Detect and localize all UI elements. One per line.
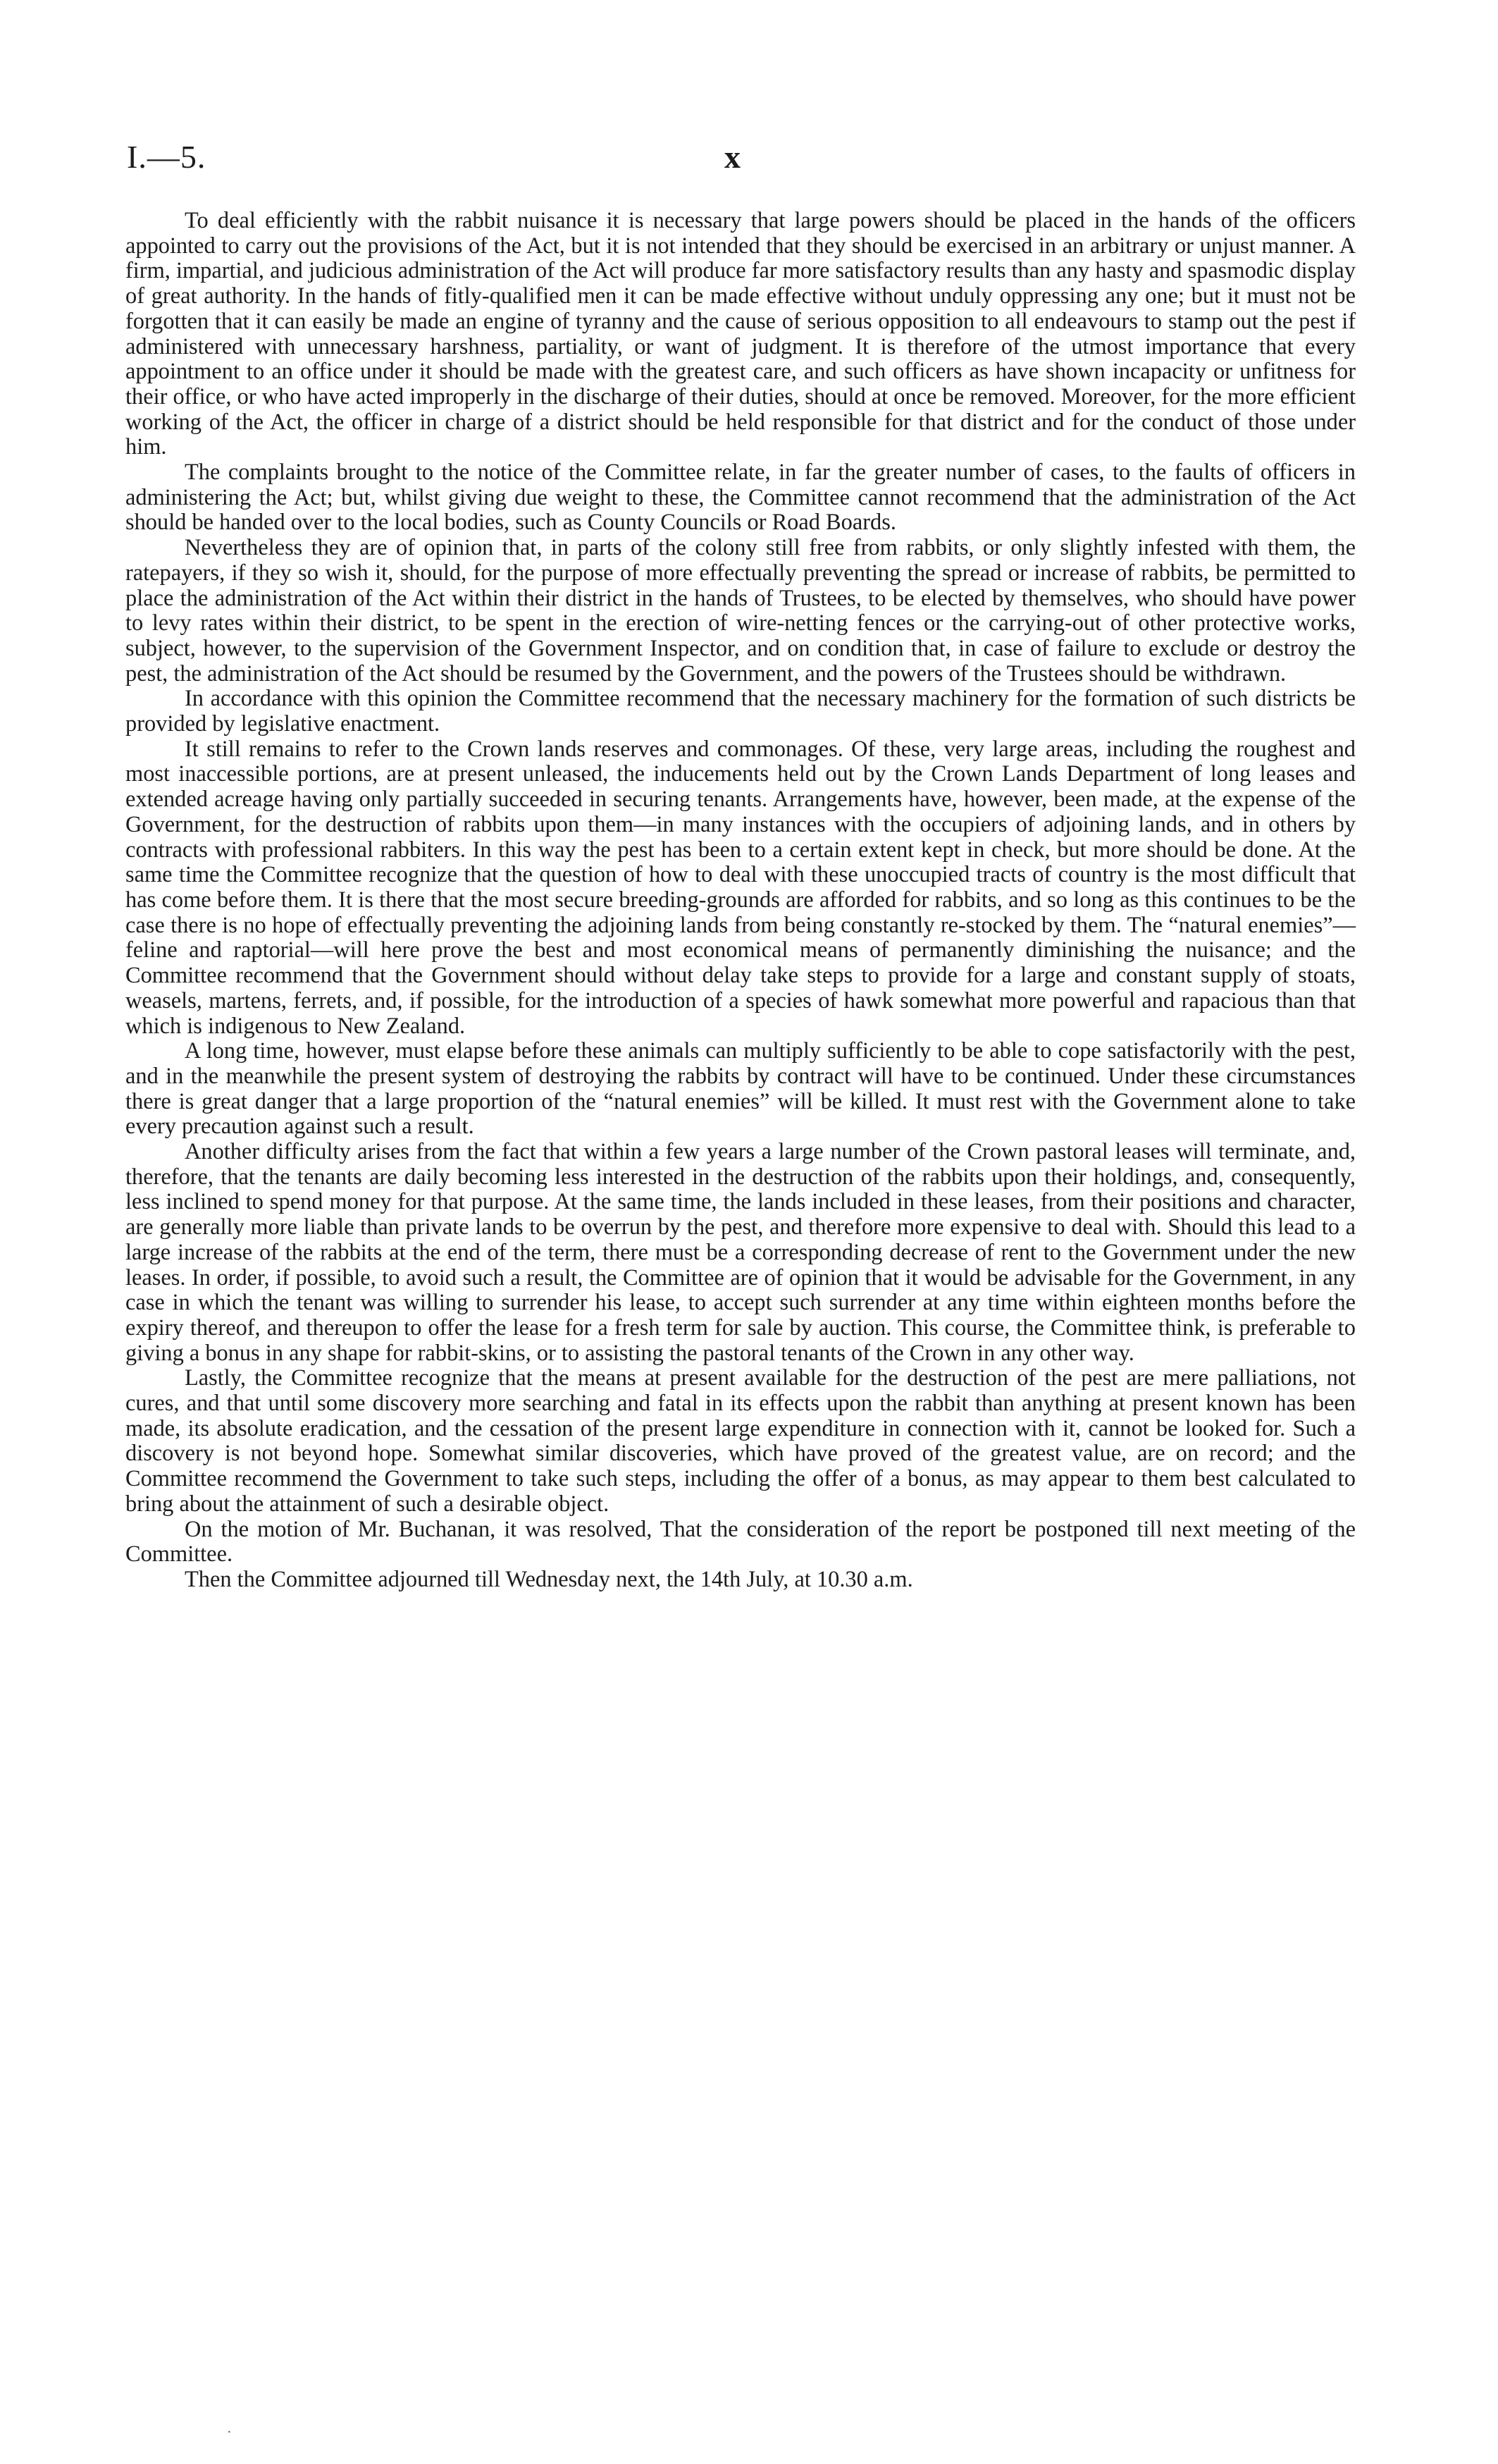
page-number: x [724,139,741,175]
paragraph-natural-enemies: A long time, however, must elapse before these animals can multiply sufficiently to be able to cope satisfactorily with the pest, and in the meanwhile the present system of destroying the rabbits by contract will have to be continued. Under these circumstances there is great danger that a large proportion of the “natural enemies” will be killed. It must rest with the Government alone to take every precaution against such a result. [125,1038,1356,1140]
paragraph-crown-lands: It still remains to refer to the Crown lands reserves and commonages. Of these, very large areas, including the roughest and most inaccessible portions, are at present unleased, the inducements held out by the Crown Lands Department of long leases and extended acreage having only partially succeeded in securing tenants. Arrangements have, however, been made, at the expense of the Government, for the destruction of rabbits upon them—in many instances with the occupiers of adjoining lands, and in others by contracts with professional rabbiters. In this way the pest has been to a certain extent kept in check, but more should be done. At the same time the Committee recognize that the question of how to deal with these unoccupied tracts of country is the most difficult that has come before them. It is there that the most secure breeding-grounds are afforded for rabbits, and so long as this continues to be the case there is no hope of effectually preventing the adjoining lands from being constantly re-stocked by them. The “natural enemies”—feline and raptorial—will here prove the best and most economical means of permanently diminishing the nuisance; and the Committee recommend that the Government should without delay take steps to provide for a large and constant supply of stoats, weasels, martens, ferrets, and, if possible, for the introduction of a species of hawk somewhat more powerful and rapacious than that which is indigenous to New Zealand. [125,736,1356,1039]
paragraph-complaints: The complaints brought to the notice of the Committee relate, in far the greater number of cases, to the faults of officers in administering the Act; but, whilst giving due weight to these, the Committee cannot recommend that the administration of the Act should be handed over to the local bodies, such as County Councils or Road Boards. [125,460,1356,536]
paragraph-pastoral-leases: Another difficulty arises from the fact that within a few years a large number of the Crown pastoral leases will terminate, and, therefore, that the tenants are daily becoming less interested in the destruction of the rabbits upon their holdings, and, consequently, less inclined to spend money for that purpose. At the same time, the lands included in these leases, from their positions and character, are generally more liable than private lands to be overrun by the pest, and therefore more expensive to deal with. Should this lead to a large increase of the rabbits at the end of the term, there must be a corresponding decrease of rent to the Government under the new leases. In order, if possible, to avoid such a result, the Committee are of opinion that it would be advisable for the Government, in any case in which the tenant was willing to surrender his lease, to accept such surrender at any time within eighteen months before the expiry thereof, and thereupon to offer the lease for a fresh term for sale by auction. This course, the Committee think, is preferable to giving a bonus in any shape for rabbit-skins, or to assisting the pastoral tenants of the Crown in any other way. [125,1139,1356,1366]
document-body [125,209,1356,1593]
paragraph-motion: On the motion of Mr. Buchanan, it was resolved, That the consideration of the report be postponed till next meeting of the Committee. [125,1516,1356,1567]
paragraph-trustees: Nevertheless they are of opinion that, in parts of the colony still free from rabbits, or only slightly infested with them, the ratepayers, if they so wish it, should, for the purpose of more effectually preventing the spread or increase of rabbits, be permitted to place the administration of the Act within their district in the hands of Trustees, to be elected by themselves, who should have power to levy rates within their district, to be spent in the erection of wire-netting fences or the carrying-out of other protective works, subject, however, to the supervision of the Government Inspector, and on condition that, in case of failure to exclude or destroy the pest, the administration of the Act should be resumed by the Government, and the powers of the Trustees should be withdrawn. [125,535,1356,686]
paragraph-legislation: In accordance with this opinion the Committee recommend that the necessary machinery for the formation of such districts be provided by legislative enactment. [125,686,1356,737]
scan-mark: · [227,2425,232,2440]
paragraph-administration: To deal efficiently with the rabbit nuisance it is necessary that large powers should be placed in the hands of the officers appointed to carry out the provisions of the Act, but it is not intended that they should be exercised in an arbitrary or unjust manner. A firm, impartial, and judicious administration of the Act will produce far more satisfactory results than any hasty and spasmodic display of great authority. In the hands of fitly-qualified men it can be made effective without unduly oppressing any one; but it must not be forgotten that it can easily be made an engine of tyranny and the cause of serious opposition to all endeavours to stamp out the pest if administered with unnecessary harshness, partiality, or want of judgment. It is therefore of the utmost importance that every appointment to an office under it should be made with the greatest care, and such officers as have shown incapacity or unfitness for their office, or who have acted improperly in the discharge of their duties, should at once be removed. Moreover, for the more efficient working of the Act, the officer in charge of a district should be held responsible for that district and for the conduct of those under him. [125,208,1356,460]
paragraph-adjournment: Then the Committee adjourned till Wednesday next, the 14th July, at 10.30 a.m. [185,1566,913,1592]
document-reference: I.—5. [127,139,206,175]
paragraph-discovery: Lastly, the Committee recognize that the means at present available for the destruction of the pest are mere palliations, not cures, and that until some discovery more searching and fatal in its effects upon the rabbit than anything at present known has been made, its absolute eradication, and the cessation of the present large expenditure in connection with it, cannot be looked for. Such a discovery is not beyond hope. Somewhat similar discoveries, which have proved of the greatest value, are on record; and the Committee recommend the Government to take such steps, including the offer of a bonus, as may appear to them best calculated to bring about the attainment of such a desirable object. [125,1365,1356,1517]
